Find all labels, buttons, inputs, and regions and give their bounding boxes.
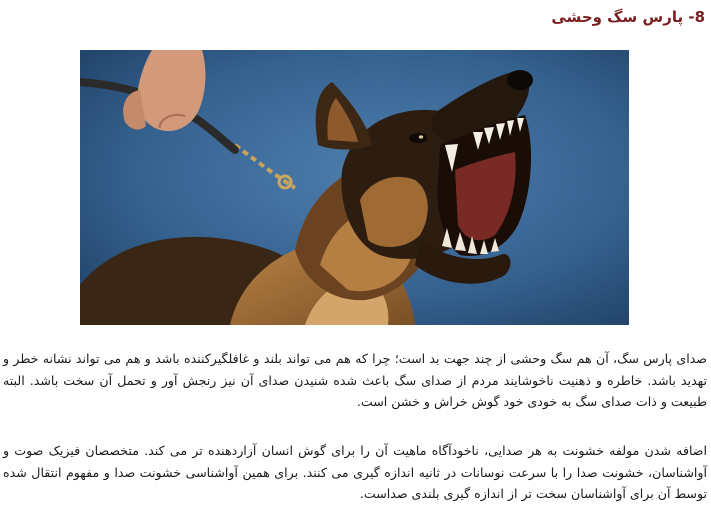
article-paragraph-1: صدای پارس سگ، آن هم سگ وحشی از چند جهت بد است؛ چرا که هم می تواند بلند و غافلگیرکننده باشد و هم می تواند نشانه خطر و تهدید باشد. خاطره و ذهنیت ناخوشایند مردم از صدای سگ باعث شده شنیدن صدای آن نیز رنجش آور و تحمل آن سخت باشد. البته طبیعت و ذات صدای سگ به خودی خود گوش خراش و خشن است.	[3, 351, 707, 409]
article-paragraph-2: اضافه شدن مولفه خشونت به هر صدایی، ناخودآگاه ماهیت آن را برای گوش انسان آزاردهنده تر می کند. متخصصان فیزیک صوت و آواشناسان، خشونت صدا را با سرعت نوسانات در ثانیه اندازه گیری می کنند. برای همین آواشناسی خشونت صدا و مفهوم انتقال شده توسط آن برای آواشناسان سخت تر از اندازه گیری بلندی صداست.	[3, 443, 707, 501]
article-heading: 8- پارس سگ وحشی	[551, 8, 705, 26]
angry-dog-photo	[80, 50, 629, 325]
